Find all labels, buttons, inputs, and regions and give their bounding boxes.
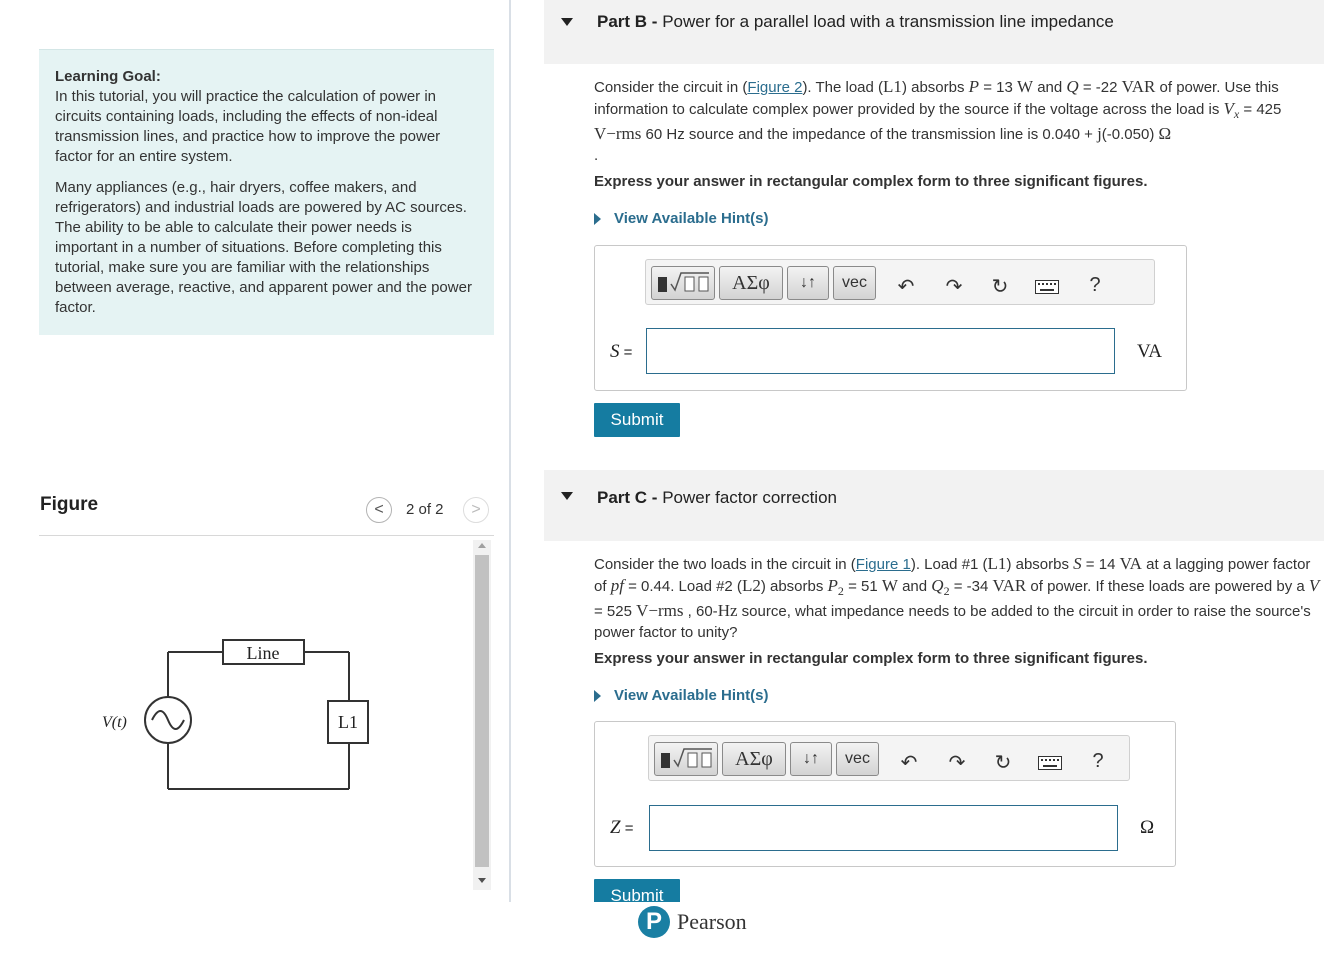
learning-goal-panel — [39, 49, 494, 335]
part-b-math-toolbar — [645, 259, 1155, 305]
help-icon[interactable]: ? — [1089, 274, 1101, 296]
next-figure-button[interactable] — [463, 497, 489, 523]
part-b-title: Part B - Power for a parallel load with a transmission line impedance — [597, 12, 1114, 31]
part-c-unit: Ω — [1140, 817, 1155, 838]
part-b-answer-label: S = — [610, 341, 633, 362]
part-c-answer-input[interactable] — [649, 805, 1118, 851]
part-c-answer-label: Z = — [610, 817, 634, 838]
line-label: Line — [246, 643, 280, 663]
redo-icon[interactable]: ↷ — [948, 752, 966, 774]
greek-symbols-button[interactable]: ΑΣφ — [722, 742, 786, 776]
figure-2-link[interactable]: Figure 2 — [747, 79, 803, 96]
circuit-diagram — [95, 630, 385, 805]
part-c-title: Part C - Power factor correction — [597, 488, 837, 507]
part-b-submit-button[interactable]: Submit — [594, 403, 680, 437]
part-c-instructions: Express your answer in rectangular complex form to three significant figures. — [594, 650, 1148, 667]
undo-icon[interactable]: ↶ — [897, 276, 915, 298]
part-b-answer-input[interactable] — [646, 328, 1115, 374]
part-c-question: Consider the two loads in the circuit in (Figure 1). Load #1 (L1) absorbs S = 14 VA at a lagging power factor of pf = 0.44. Load #2 (L2) absorbs $P_2 = 51$ W and $Q_2 = -34$ VAR of power. If these loads are powered by a V = 525 V−rms , 60-Hz source, what impedance needs to be added to the circuit in order to raise the source's power factor to unity? — [594, 554, 1320, 641]
template-button[interactable] — [651, 266, 715, 300]
learning-goal-title: Learning Goal: — [55, 68, 161, 85]
learning-goal-intro — [55, 67, 478, 167]
part-c-submit-clip — [594, 879, 680, 902]
vector-button[interactable]: vec — [833, 266, 876, 300]
pearson-logo — [638, 906, 747, 938]
part-c-header[interactable] — [544, 470, 1324, 541]
part-b-header[interactable] — [544, 0, 1324, 64]
keyboard-icon[interactable] — [1038, 753, 1062, 776]
reset-icon[interactable]: ↻ — [994, 752, 1012, 774]
part-c-math-toolbar — [648, 735, 1130, 781]
reset-icon[interactable]: ↻ — [991, 276, 1009, 298]
pearson-brand: Pearson — [677, 909, 747, 934]
greek-symbols-button[interactable]: ΑΣφ — [719, 266, 783, 300]
learning-goal-paragraph: Many appliances (e.g., hair dryers, coffee makers, and refrigerators) and industrial loads are powered by AC sources. The ability to be able to calculate their power needs is important in a number of situations. Before completing this tutorial, make sure you are familiar with the relationships between average, reactive, and apparent power and the power factor. — [55, 179, 472, 316]
template-icon — [657, 746, 715, 772]
chevron-right-icon: > — [471, 501, 481, 518]
keyboard-icon[interactable] — [1035, 277, 1059, 300]
help-icon[interactable]: ? — [1092, 750, 1104, 772]
figure-pager-count: 2 of 2 — [406, 501, 444, 518]
figure-title: Figure — [40, 494, 99, 515]
expand-triangle-icon — [594, 690, 601, 702]
part-c-submit-button[interactable]: Submit — [594, 879, 680, 902]
part-c-answer-box — [594, 721, 1176, 867]
part-b-answer-box — [594, 245, 1187, 391]
vector-button[interactable]: vec — [836, 742, 879, 776]
part-b-question: Consider the circuit in (Figure 2). The load (L1) absorbs P = 13 W and Q = -22 VAR of power. Use this information to calculate complex power provided by the source if the voltage across the load is $V_x = 425$ V−rms 60 Hz source and the impedance of the transmission line is 0.040 + j(-0.050) Ω . — [594, 77, 1282, 164]
pearson-logo-icon: P — [638, 906, 670, 938]
collapse-triangle-icon — [561, 492, 573, 500]
expand-triangle-icon — [594, 213, 601, 225]
part-b-unit: VA — [1137, 341, 1162, 362]
part-b-instructions: Express your answer in rectangular complex form to three significant figures. — [594, 173, 1148, 190]
undo-icon[interactable]: ↶ — [900, 752, 918, 774]
chevron-left-icon: < — [374, 501, 384, 518]
figure-divider — [39, 535, 494, 536]
column-divider — [509, 0, 511, 902]
part-c-hint-link[interactable]: View Available Hint(s) — [594, 687, 769, 704]
collapse-triangle-icon — [561, 18, 573, 26]
scroll-down-icon[interactable] — [478, 878, 486, 883]
previous-figure-button[interactable] — [366, 497, 392, 523]
source-label: V(t) — [102, 714, 127, 731]
learning-goal-text: In this tutorial, you will practice the calculation of power in circuits containing loads, including the effects of non-ideal transmission lines, and practice how to improve the power factor for an entire system. — [55, 88, 441, 165]
figure-scrollbar-thumb[interactable] — [475, 555, 489, 867]
subscript-superscript-button[interactable]: ↓↑ — [787, 266, 829, 300]
template-icon — [654, 270, 712, 296]
figure-1-link[interactable]: Figure 1 — [855, 556, 911, 573]
part-b-hint-link[interactable]: View Available Hint(s) — [594, 210, 769, 227]
scroll-up-icon[interactable] — [478, 543, 486, 548]
subscript-superscript-button[interactable]: ↓↑ — [790, 742, 832, 776]
redo-icon[interactable]: ↷ — [945, 276, 963, 298]
template-button[interactable] — [654, 742, 718, 776]
load-label: L1 — [338, 712, 358, 732]
